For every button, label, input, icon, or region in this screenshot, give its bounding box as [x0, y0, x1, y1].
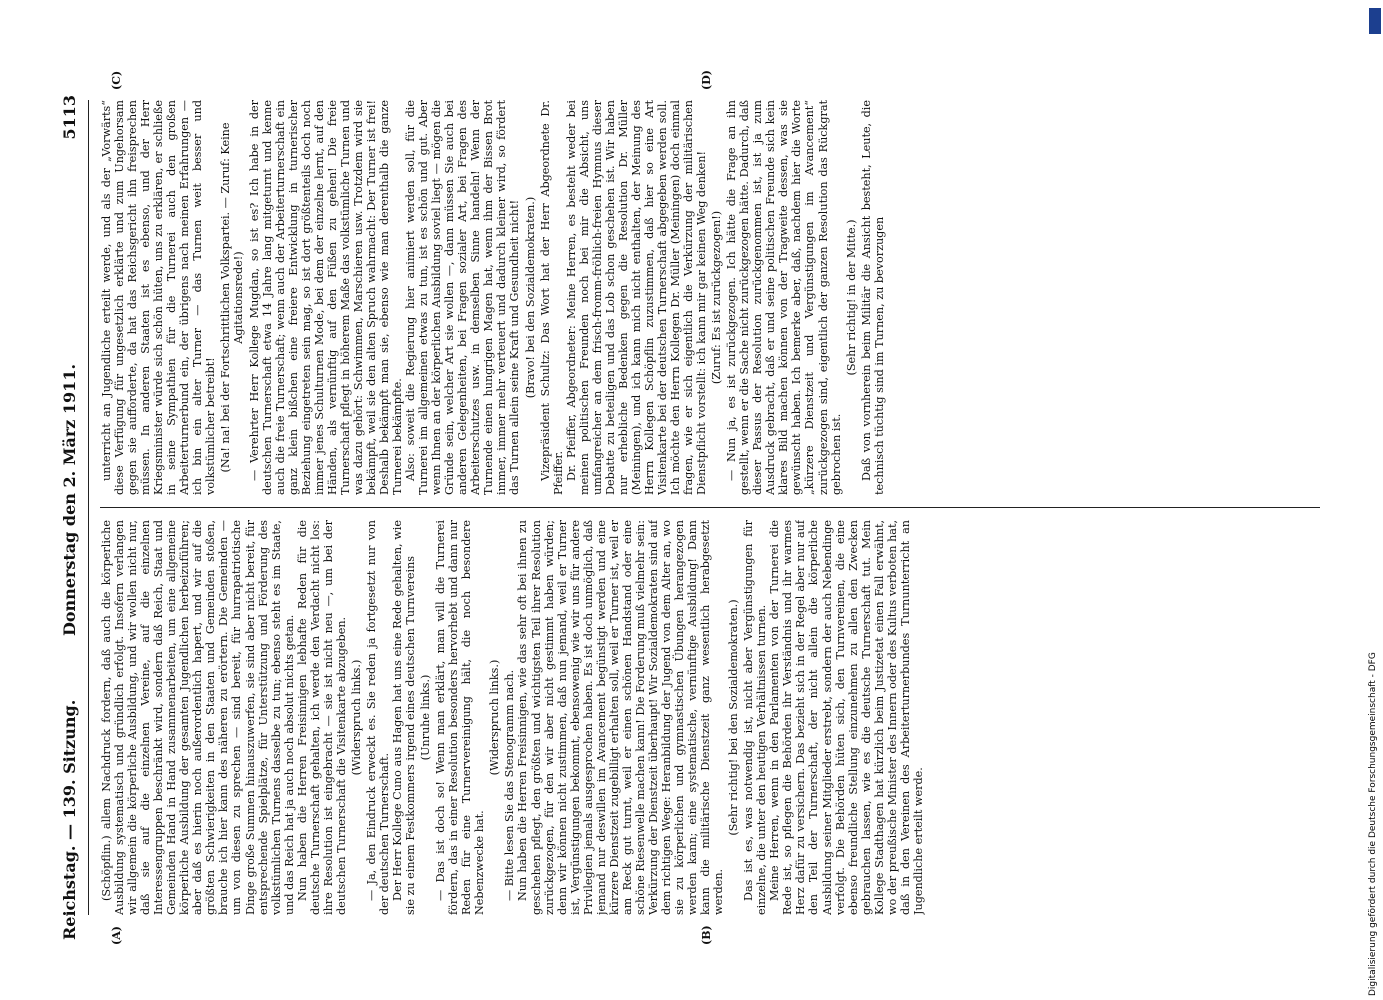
interjection: (Unruhe links.) — [419, 674, 433, 761]
paragraph: — Nun ja, es ist zurückgezogen. Ich hätte die Frage an ihn gestellt, wenn er die Sache nicht zurückgezogen hätte. Dadurch, daß dieser Passus der Resolution zurückgenommen ist, ist ja zum Ausdruck gebracht, daß er und seine politischen Freunde sich kein klares Bild machen können von der Tragweite dessen, was sie gewünscht haben. Ich bemerke aber, daß, nachdem hier die Worte „kürzere Dienstzeit und Vergünstigungen im Avancement“ zurückgezogen sind, eigentlich der ganzen Resolution das Rückgrat gebrochen ist. — [725, 100, 843, 495]
margin-label-d: (D) — [700, 70, 713, 90]
interjection: (Widerspruch links.) — [488, 659, 502, 776]
interjection: (Sehr richtig! bei den Sozialdemokraten.) — [727, 599, 741, 836]
running-head-date: Donnerstag den 2. März 1911. — [60, 363, 79, 637]
interjection: (Widerspruch links.) — [349, 659, 363, 776]
interjection: (Na! na! bei der Fortschrittlichen Volkspartei. — Zuruf: Keine Agitationsrede!) — [219, 122, 246, 473]
interjection: (Sehr richtig! in der Mitte.) — [844, 219, 858, 376]
left-text-column — [100, 520, 1320, 915]
credit-text: Digitalisierung gefördert durch die Deutsche Forschungsgemeinschaft - DFG — [1368, 652, 1378, 996]
paragraph: Nun haben die Herren Freisinnigen lebhafte Reden für die deutsche Turnerschaft gehalten, ich werde den Verdacht nicht los: ihre Resolution ist eingebracht — sie ist nicht neu —, um bei der deutschen Turnerschaft die Visitenkarte abzugeben. — [295, 520, 348, 915]
paragraph: (Schöpflin.) allem Nachdruck fordern, daß auch die körperliche Ausbildung systematisch und gründlich erfolgt. Insofern verlangen wir allgemein die körperliche Ausbildung, und wir wollen nicht nur, daß sie auf die einzelnen Vereine, auf die einzelnen Interessengruppen beschränkt wird, sondern daß Reich, Staat und Gemeinden Hand in Hand zusammenarbeiten, um eine allgemeine körperliche Ausbildung der gesamten Jugendlichen herbeizuführen; aber daß es hierin noch außerordentlich hapert, und wir auf die größten Schwierigkeiten in den Staaten und Gemeinden stoßen, brauche ich hier kann des näheren zu erörtern. Die Gemeinden — um von diesen zu sprechen — sind bereit, für hurrapatriotische Dinge große Summen hinauszuwerfen, sie sind aber nicht bereit, für entsprechende Spielplätze, für Unterstützung und Förderung des volkstümlichen Turnens dasselbe zu tun; ebenso steht es im Staate, und das Reich hat ja auch noch absolut nichts getan. — [100, 520, 296, 915]
paragraph: Meine Herren, wenn in den Parlamenten von der Turnerei die Rede ist, so pflegen die Behörden ihr Verständnis und ihr warmes Herz dafür zu versichern. Das bezieht sich in der Regel aber nur auf den Teil der Turnerschaft, der nicht allein die körperliche Ausbildung seiner Mitglieder erstrebt, sondern der auch Nebendinge verfolgt. Die Behörden hüten sich, den Turnvereinen, die eine ebenso freundliche Stellung einzunehmen zu allen den Zwecken gebrauchen lassen, wie es die deutsche Turnerschaft tut. Mein Kollege Stadthagen hat kürzlich beim Justizetat einen Fall erwähnt, wo der preußische Minister des Innern oder des Kultus verboten hat, daß in den Vereinen des Arbeiterturnerbundes Turnunterricht an Jugendliche erteilt werde. — [768, 520, 925, 915]
paragraph: — Verehrter Herr Kollege Mugdan, so ist es? Ich habe in der deutschen Turnerschaft etwa 14 Jahre lang mitgeturnt und kenne auch die freie Turnerschaft; wenn auch der Arbeiterturnerschaft ein ganz klein bißchen eine freiere Entwicklung in turnerischer Beziehung eingetreten sein mag, so ist dort größtenteils doch noch immer jenes Schulturnen Mode, bei dem der einzelne lernt, auf den Händen, als vernünftig auf den Füßen zu gehen! Die freie Turnerschaft pflegt in höherem Maße das volkstümliche Turnen und was dazu gehört: Schwimmen, Marschieren usw. Trotzdem wird sie bekämpft, weil sie den alten Spruch wahrmacht: Der Turner ist frei! Deshalb bekämpft man sie, ebenso wie man derenthalb die ganze Turnerei bekämpfte. — [247, 100, 405, 495]
column-divider — [100, 507, 1320, 508]
paragraph: — Das ist doch so! Wenn man erklärt, man will die Turnerei fördern, das in einer Resolution besonders hervorhebt und dann nur Reden für eine Turnervereinigung hält, die noch besondere Nebenzwecke hat. — [434, 520, 487, 915]
right-text-column — [100, 100, 1320, 495]
interjection: (Bravo! bei den Sozialdemokraten.) — [523, 196, 537, 399]
paragraph: Der Herr Kollege Cuno aus Hagen hat uns eine Rede gehalten, wie sie zu einem Festkommers irgend eines deutschen Turnvereins — [391, 520, 418, 915]
paragraph: Das ist es, was notwendig ist, nicht aber Vergünstigungen für einzelne, die unter den heutigen Verhältnissen turnen. — [742, 520, 769, 915]
paragraph: — Ja, den Eindruck erweckt es. Sie reden ja fortgesetzt nur von der deutschen Turnerschaft. — [364, 520, 391, 915]
paragraph: Daß von vornherein beim Militär die Ansicht besteht, Leute, die technisch tüchtig sind im Turnen, zu bevorzugen — [859, 100, 886, 495]
paragraph: — Bitte lesen Sie das Stenogramm nach. — [503, 669, 517, 901]
header-rule — [88, 100, 89, 915]
running-head-left: Reichstag. — 139. Sitzung. — [60, 699, 79, 940]
margin-label-c: (C) — [110, 70, 123, 90]
margin-label-b: (B) — [700, 925, 713, 945]
interjection: (Zuruf: Es ist zurückgezogen!) — [710, 210, 724, 385]
paragraph: Dr. Pfeiffer, Abgeordneter: Meine Herren, es besteht weder bei meinen politischen Freunden noch bei mir die Absicht, uns umfangreicher an dem frisch-fromm-fröhlich-freien Hymnus dieser Debatte zu beteiligen und das Lob schon geschehen ist. Wir haben nur erhebliche Bedenken gegen die Resolution Dr. Müller (Meiningen), und ich kann mich nicht enthalten, der Meinung des Herrn Kollegen Schöpflin zuzustimmen, daß hier so eine Art Visitenkarte bei der deutschen Turnerschaft abgegeben werden soll. Ich möchte den Herrn Kollegen Dr. Müller (Meiningen) doch einmal fragen, wie er sich eigentlich die Verkürzung der militärischen Dienstpflicht vorstellt: ich kann mir gar keinen Weg denken! — [564, 100, 709, 495]
digitization-credit — [1368, 6, 1380, 996]
paragraph: Nun haben die Herren Freisinnigen, wie das sehr oft bei ihnen zu geschehen pflegt, den größten und wichtigsten Teil ihrer Resolution zurückgezogen, für den wir aber nicht gestimmt haben würden; denn wir können nicht zustimmen, daß nun jemand, weil er Turner ist, Vergünstigungen bekommt, ebensowenig wie wir uns für andere Privilegien jemals ausgesprochen haben. Es ist doch unmöglich, daß jemand nur deswillen im Avancement begünstigt werden und eine kürzere Dienstzeit zugebilligt erhalten soll, weil er Turner ist, weil er am Reck gut turnt, weil er einen schönen Handstand oder eine schöne Riesenwelle machen kann! Die Forderung muß vielmehr sein: Verkürzung der Dienstzeit überhaupt! Wir Sozialdemokraten sind auf dem richtigen Wege: Heranbildung der Jugend von dem Alter an, wo sie zu körperlichen und gymnastischen Übungen herangezogen werden kann; eine systematische, vernünftige Ausbildung! Dann kann die militärische Dienstzeit ganz wesentlich herabgesetzt werden. — [516, 520, 726, 915]
margin-label-a: (A) — [110, 926, 123, 945]
paragraph: unterricht an Jugendliche erteilt werde, und als der „Vorwärts“ diese Verfügung für ungesetzlich erklärte und zum Ungehorsam gegen sie aufforderte, da hat das Reichsgericht ihn freisprechen müssen. In anderen Staaten ist es ebenso, und der Herr Kriegsminister würde sich schön hüten, uns zu erklären, er schließe in seine Sympathien für die Turnerei auch den großen Arbeiterturnerbund ein, der übrigens nach meinen Erfahrungen — ich bin ein alter Turner — das Turnen weit besser und volkstümlicher betreibt! — [100, 100, 218, 495]
page-number: 5113 — [60, 95, 79, 140]
speaker-announcement: Vizepräsident Schultz: Das Wort hat der Herr Abgeordnete Dr. Pfeiffer. — [538, 100, 565, 495]
paragraph: Also: soweit die Regierung hier animiert werden soll, für die Turnerei im allgemeinen etwas zu tun, ist es schön und gut. Aber wenn Ihnen an der körperlichen Ausbildung soviel liegt — mögen die Gründe sein, welcher Art sie wollen —, dann müssen Sie auch bei anderen Gelegenheiten, bei Fragen sozialer Art, bei Fragen des Arbeiterschutzes usw. in demselben Sinne handeln! Wenn der Turnende einen hungrigen Magen hat, wenn ihm der Bissen Brot immer, immer mehr verteuert und dadurch kleiner wird, so fördert das Turnen allein seine Kraft und Gesundheit nicht! — [404, 100, 522, 495]
